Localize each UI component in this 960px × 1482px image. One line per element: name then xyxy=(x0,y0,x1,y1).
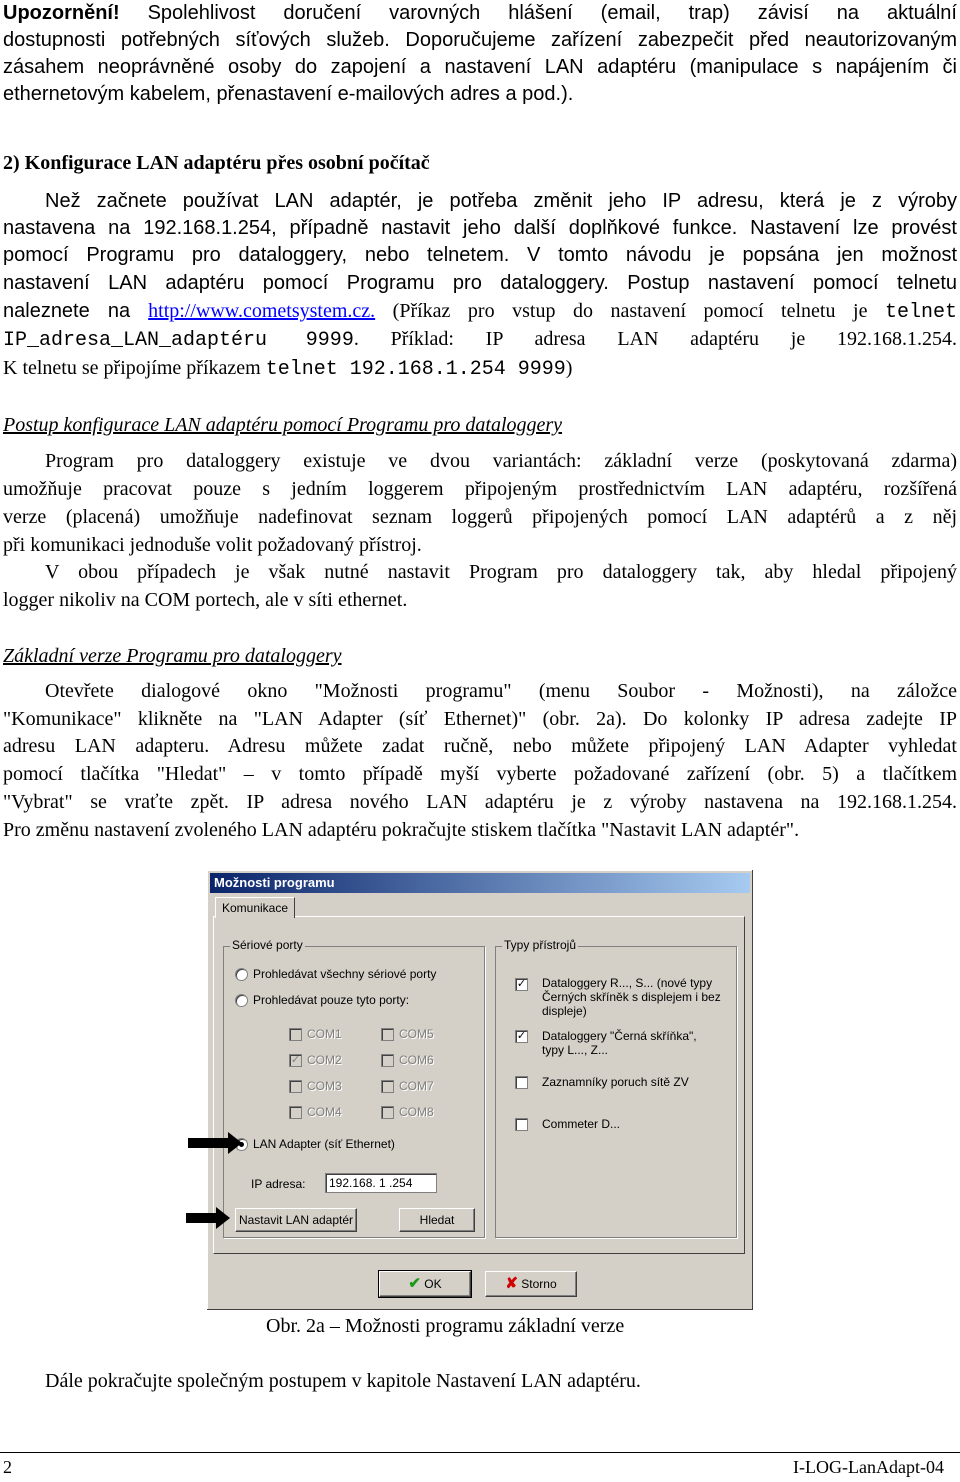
type-dataloggers-rs-checkbox[interactable]: ✓ xyxy=(516,978,527,990)
section2-p1-l5: naleznete na http://www.cometsystem.cz. (Příkaz pro vstup do nastavení pomocí telnetu je telnet xyxy=(3,300,957,324)
com2-checkbox[interactable]: ✓ xyxy=(290,1054,301,1066)
com8-checkbox[interactable] xyxy=(381,1106,394,1119)
checkmark-icon: ✔ xyxy=(408,1275,421,1292)
com1-label: COM1 xyxy=(307,1027,342,1041)
arrow-pointer-icon xyxy=(188,1138,230,1148)
postup-l3: verze (placená) umožňuje nadefinovat seznam loggerů připojených pomocí LAN adaptérů a z něj xyxy=(3,506,957,528)
section2-p1-l1: Než začnete používat LAN adaptér, je potřeba změnit jeho IP adresu, která je z výroby xyxy=(45,190,957,212)
com7-label: COM7 xyxy=(399,1079,434,1093)
postup-l5: V obou případech je však nutné nastavit Program pro dataloggery tak, aby hledal připojený xyxy=(45,561,957,583)
warning-line-1: Upozornění! Spolehlivost doručení varovných hlášení (email, trap) závisí na aktuální xyxy=(3,2,957,24)
serial-ports-group xyxy=(223,938,485,1238)
type-black-box-label: Dataloggery "Černá skříňka", typy L..., Z... xyxy=(542,1029,697,1057)
page-number: 2 xyxy=(3,1457,12,1477)
zakladni-l2: "Komunikace" klikněte na "LAN Adapter (síť Ethernet)" (obr. 2a). Do kolonky IP adresa zadejte IP xyxy=(3,708,957,730)
radio-only-ports[interactable] xyxy=(235,994,248,1007)
serial-ports-legend: Sériové porty xyxy=(232,938,303,952)
ok-button[interactable]: ✔ OK xyxy=(379,1271,471,1297)
postup-l1: Program pro dataloggery existuje ve dvou variantách: základní verze (poskytovaná zdarma) xyxy=(45,450,957,472)
type-zv-checkbox[interactable] xyxy=(515,1076,528,1089)
warning-label: Upozornění! xyxy=(3,2,120,24)
dialog-titlebar: Možnosti programu xyxy=(210,873,750,893)
zakladni-l5: "Vybrat" se vraťte zpět. IP adresa nového LAN adaptéru je z výroby nastavena na 192.168.1.254. xyxy=(3,791,957,813)
com7-checkbox[interactable] xyxy=(381,1080,394,1093)
zakladni-l6: Pro změnu nastavení zvoleného LAN adaptéru pokračujte stiskem tlačítka "Nastavit LAN adaptér". xyxy=(3,819,800,841)
warning-line-2: dostupnosti potřebných síťových služeb. Doporučujeme zařízení zabezpečit před neautorizovaným xyxy=(3,29,957,51)
com5-label: COM5 xyxy=(399,1027,434,1041)
section-heading: 2) Konfigurace LAN adaptéru přes osobní počítač xyxy=(3,152,430,174)
radio-lan-adapter-label: LAN Adapter (síť Ethernet) xyxy=(253,1137,395,1151)
search-button[interactable]: Hledat xyxy=(399,1208,475,1232)
figure-caption: Obr. 2a – Možnosti programu základní verze xyxy=(266,1315,625,1337)
postup-l4: při komunikaci jednoduše volit požadovaný přístroj. xyxy=(3,534,422,556)
zakladni-l3: adresu LAN adapteru. Adresu můžete zadat ručně, nebo můžete připojený LAN Adapter vyhledat xyxy=(3,735,957,757)
type-commeter-checkbox[interactable] xyxy=(515,1118,528,1131)
section2-p1-l2: nastavena na 192.168.1.254, případně nastavit jeho další doplňkové funkce. Nastavení lze provést xyxy=(3,217,957,239)
com5-checkbox[interactable] xyxy=(381,1028,394,1041)
arrow-pointer-icon xyxy=(186,1213,218,1223)
com4-checkbox[interactable] xyxy=(289,1106,302,1119)
section2-p1-l6: IP_adresa_LAN_adaptéru 9999. Příklad: IP adresa LAN adaptéru je 192.168.1.254. xyxy=(3,328,957,352)
com6-checkbox[interactable] xyxy=(381,1054,394,1067)
document-id: I-LOG-LanAdapt-04 xyxy=(793,1457,944,1477)
options-dialog xyxy=(207,870,753,1310)
com4-label: COM4 xyxy=(307,1105,342,1119)
cross-icon: ✘ xyxy=(505,1275,518,1292)
com2-label: COM2 xyxy=(307,1053,342,1067)
com1-checkbox[interactable] xyxy=(289,1028,302,1041)
com8-label: COM8 xyxy=(399,1105,434,1119)
postup-l6: logger nikoliv na COM portech, ale v síti ethernet. xyxy=(3,589,408,611)
postup-l2: umožňuje pracovat pouze s jedním loggerem připojeným prostřednictvím LAN adaptéru, rozšířená xyxy=(3,478,957,500)
zakladni-l4: pomocí tlačítka "Hledat" – v tomto případě myší vyberte požadované zařízení (obr. 5) a tlačítkem xyxy=(3,763,957,785)
type-zv-label: Zaznamníky poruch sítě ZV xyxy=(542,1075,689,1089)
section2-p1-l4: nastavení LAN adaptéru pomocí Programu pro dataloggery. Postup nastavení pomocí telnetu xyxy=(3,272,957,294)
radio-all-ports[interactable] xyxy=(235,968,248,981)
set-lan-adapter-button[interactable]: Nastavit LAN adaptér xyxy=(235,1208,357,1232)
ip-address-input[interactable]: 192.168. 1 .254 xyxy=(325,1173,437,1193)
type-dataloggers-rs-label: Dataloggery R..., S... (nové typy Černých skříněk s displejem i bez displeje) xyxy=(542,976,721,1018)
type-commeter-label: Commeter D... xyxy=(542,1117,621,1131)
zakladni-l1: Otevřete dialogové okno "Možnosti programu" (menu Soubor - Možnosti), na záložce xyxy=(45,680,957,702)
radio-only-ports-label: Prohledávat pouze tyto porty: xyxy=(253,993,410,1007)
ip-address-label: IP adresa: xyxy=(251,1177,306,1191)
after-paragraph: Dále pokračujte společným postupem v kapitole Nastavení LAN adaptéru. xyxy=(45,1370,641,1392)
com3-checkbox[interactable] xyxy=(289,1080,302,1093)
warning-line-4: ethernetovým kabelem, přenastavení e-mailových adres a pod.). xyxy=(3,83,574,105)
radio-all-ports-label: Prohledávat všechny sériové porty xyxy=(253,967,437,981)
cometsystem-link[interactable]: http://www.cometsystem.cz. xyxy=(148,300,376,322)
footer-rule xyxy=(0,1452,960,1453)
section2-p1-l7: K telnetu se připojíme příkazem telnet 192.168.1.254 9999) xyxy=(3,357,573,381)
com6-label: COM6 xyxy=(399,1053,434,1067)
cancel-button[interactable]: ✘ Storno xyxy=(485,1271,577,1297)
device-types-legend: Typy přístrojů xyxy=(504,938,577,952)
com3-label: COM3 xyxy=(307,1079,342,1093)
warning-line-3: zásahem neoprávněné osoby do zapojení a nastavení LAN adaptéru (manipulace s napájením či xyxy=(3,56,957,78)
section2-p1-l3: pomocí Programu pro dataloggery, nebo telnetem. V tomto návodu je popsána jen možnost xyxy=(3,244,957,266)
type-black-box-checkbox[interactable]: ✓ xyxy=(516,1030,527,1042)
tab-komunikace[interactable]: Komunikace xyxy=(215,897,295,918)
zakladni-heading: Základní verze Programu pro dataloggery xyxy=(3,645,342,667)
postup-heading: Postup konfigurace LAN adaptéru pomocí Programu pro dataloggery xyxy=(3,414,563,436)
